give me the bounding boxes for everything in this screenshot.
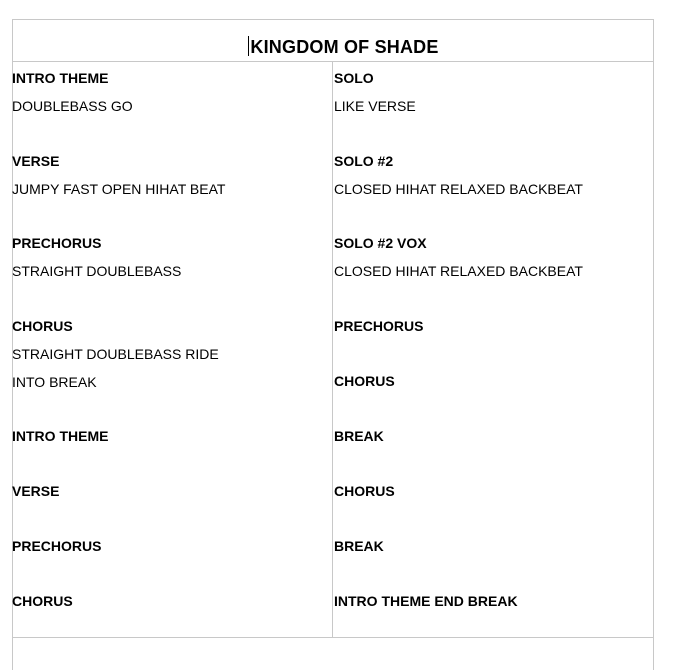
section-heading: BREAK <box>334 538 384 554</box>
section-heading: PRECHORUS <box>12 235 102 251</box>
document-title-cell[interactable] <box>0 36 687 58</box>
table-top-border <box>12 19 654 20</box>
section-heading: INTRO THEME <box>12 428 109 444</box>
section-heading: PRECHORUS <box>12 538 102 554</box>
section-note: INTO BREAK <box>12 374 97 390</box>
section-note: JUMPY FAST OPEN HIHAT BEAT <box>12 181 226 197</box>
section-note: LIKE VERSE <box>334 98 416 114</box>
section-heading: SOLO <box>334 70 374 86</box>
section-note: STRAIGHT DOUBLEBASS RIDE <box>12 346 219 362</box>
section-heading: INTRO THEME <box>12 70 109 86</box>
document-table <box>12 19 654 670</box>
section-heading: BREAK <box>334 428 384 444</box>
content-row-divider <box>12 637 654 638</box>
section-heading: VERSE <box>12 483 60 499</box>
section-heading: SOLO #2 VOX <box>334 235 427 251</box>
section-heading: SOLO #2 <box>334 153 394 169</box>
section-note: DOUBLEBASS GO <box>12 98 133 114</box>
section-note: STRAIGHT DOUBLEBASS <box>12 263 182 279</box>
section-note: CLOSED HIHAT RELAXED BACKBEAT <box>334 263 583 279</box>
section-heading: CHORUS <box>334 483 395 499</box>
section-heading: CHORUS <box>334 373 395 389</box>
section-heading: CHORUS <box>12 593 73 609</box>
section-note: CLOSED HIHAT RELAXED BACKBEAT <box>334 181 583 197</box>
section-heading: VERSE <box>12 153 60 169</box>
section-heading: INTRO THEME END BREAK <box>334 593 518 609</box>
document-title: KINGDOM OF SHADE <box>250 37 439 57</box>
section-heading: CHORUS <box>12 318 73 334</box>
column-divider <box>332 62 333 637</box>
title-row-divider <box>12 61 654 62</box>
section-heading: PRECHORUS <box>334 318 424 334</box>
